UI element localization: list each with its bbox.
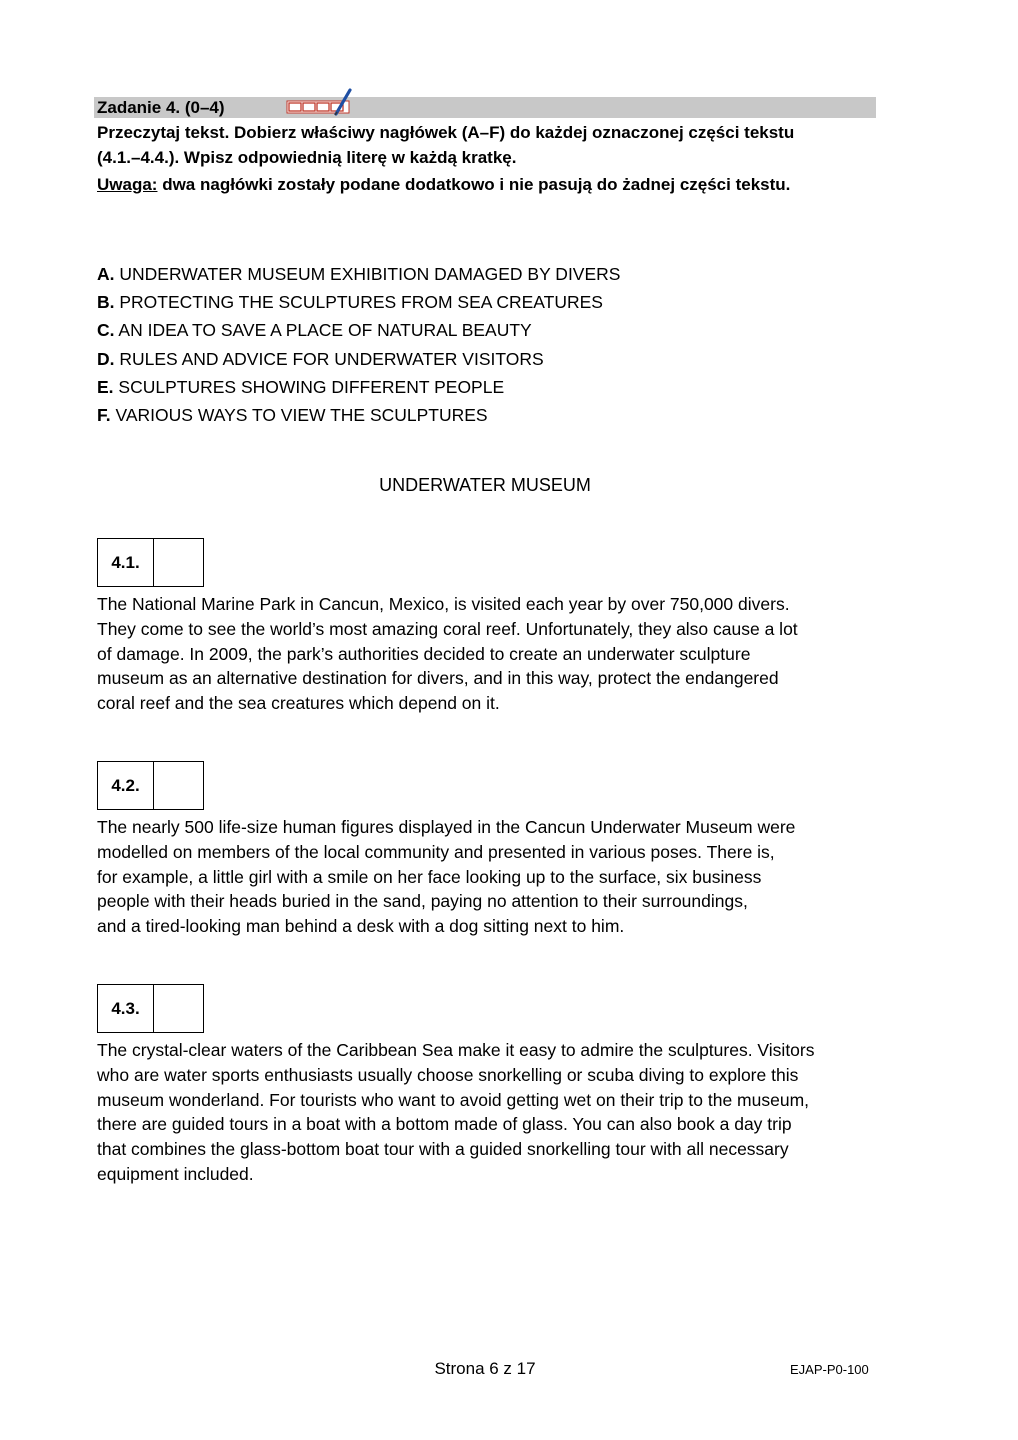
note-label: Uwaga: <box>97 175 158 194</box>
heading-text: AN IDEA TO SAVE A PLACE OF NATURAL BEAUTY <box>118 320 532 341</box>
instruction-line-2: (4.1.–4.4.). Wpisz odpowiednią literę w każdą kratkę. <box>97 148 517 167</box>
text-line: coral reef and the sea creatures which depend on it. <box>97 693 500 714</box>
heading-text: SCULPTURES SHOWING DIFFERENT PEOPLE <box>118 376 505 397</box>
instruction-note <box>97 172 790 197</box>
text-line: people with their heads buried in the sand, paying no attention to their surroundings, <box>97 891 748 912</box>
section-text-4-1 <box>97 592 798 716</box>
text-line: that combines the glass-bottom boat tour with a guided snorkelling tour with all necessary <box>97 1139 789 1160</box>
answer-slot-4-3[interactable] <box>154 985 203 1032</box>
score-boxes-pen-icon <box>286 88 352 116</box>
heading-text: RULES AND ADVICE FOR UNDERWATER VISITORS <box>119 348 544 369</box>
text-line: museum wonderland. For tourists who want to avoid getting wet on their trip to the museum, <box>97 1089 810 1110</box>
headings-list <box>97 260 620 429</box>
answer-slot-4-2[interactable] <box>154 762 203 809</box>
text-line: The nearly 500 life-size human figures displayed in the Cancun Underwater Museum were <box>97 817 796 837</box>
text-line: for example, a little girl with a smile on her face looking up to the surface, six business <box>97 866 762 887</box>
article-title: UNDERWATER MUSEUM <box>379 475 591 495</box>
answer-box-number: 4.3. <box>98 985 154 1032</box>
heading-text: UNDERWATER MUSEUM EXHIBITION DAMAGED BY DIVERS <box>119 264 621 284</box>
text-line: The National Marine Park in Cancun, Mexico, is visited each year by over 750,000 divers. <box>97 594 790 614</box>
text-line: equipment included. <box>97 1163 254 1184</box>
answer-box-4-1 <box>97 538 204 587</box>
heading-text: VARIOUS WAYS TO VIEW THE SCULPTURES <box>115 405 488 426</box>
heading-letter: A. <box>97 264 115 284</box>
answer-box-4-2 <box>97 761 204 810</box>
page-number: Strona 6 z 17 <box>434 1359 536 1378</box>
heading-letter: D. <box>97 348 115 369</box>
heading-letter: E. <box>97 376 114 397</box>
text-line: museum as an alternative destination for divers, and in this way, protect the endangered <box>97 668 779 689</box>
heading-option-f <box>97 401 620 429</box>
text-line: The crystal-clear waters of the Caribbean Sea make it easy to admire the sculptures. Visitors <box>97 1040 815 1060</box>
text-line: and a tired-looking man behind a desk with a dog sitting next to him. <box>97 916 625 937</box>
heading-letter: C. <box>97 320 115 341</box>
heading-option-a <box>97 260 620 288</box>
instruction-line-1: Przeczytaj tekst. Dobierz właściwy nagłówek (A–F) do każdej oznaczonej części tekstu <box>97 123 795 142</box>
section-text-4-2 <box>97 815 795 939</box>
heading-option-b <box>97 288 620 316</box>
text-line: modelled on members of the local community and presented in various poses. There is, <box>97 841 775 862</box>
text-line: They come to see the world’s most amazing coral reef. Unfortunately, they also cause a lot <box>97 618 798 639</box>
text-line: of damage. In 2009, the park’s authorities decided to create an underwater sculpture <box>97 643 751 664</box>
text-line: there are guided tours in a boat with a bottom made of glass. You can also book a day trip <box>97 1114 792 1135</box>
heading-option-c <box>97 316 620 344</box>
heading-option-e <box>97 373 620 401</box>
section-text-4-3 <box>97 1038 815 1187</box>
heading-option-d <box>97 345 620 373</box>
task-title: Zadanie 4. (0–4) <box>97 98 225 117</box>
exam-code: EJAP-P0-100 <box>790 1362 869 1377</box>
note-text: dwa nagłówki zostały podane dodatkowo i nie pasują do żadnej części tekstu. <box>157 175 791 194</box>
text-line: who are water sports enthusiasts usually choose snorkelling or scuba diving to explore this <box>97 1064 799 1085</box>
answer-slot-4-1[interactable] <box>154 539 203 586</box>
answer-box-4-3 <box>97 984 204 1033</box>
heading-letter: F. <box>97 405 111 426</box>
heading-text: PROTECTING THE SCULPTURES FROM SEA CREATURES <box>119 292 603 313</box>
answer-box-number: 4.2. <box>98 762 154 809</box>
heading-letter: B. <box>97 292 115 313</box>
answer-box-number: 4.1. <box>98 539 154 586</box>
